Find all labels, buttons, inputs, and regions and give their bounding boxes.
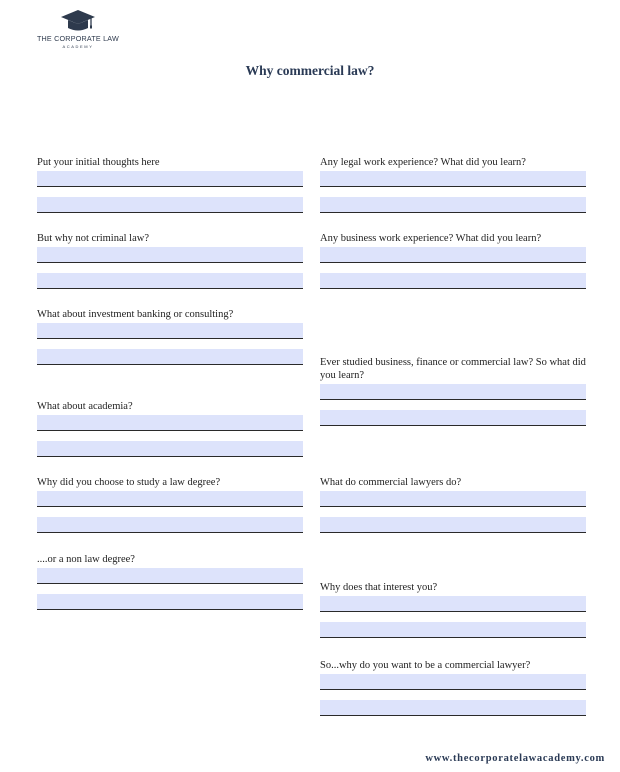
answer-field[interactable]: [37, 594, 303, 610]
question-block: [37, 308, 303, 365]
question-label: What about academia?: [37, 401, 133, 412]
answer-field[interactable]: [320, 674, 586, 690]
footer-website: www.thecorporatelawacademy.com: [425, 753, 605, 764]
question-block: [320, 476, 586, 533]
logo-name: THE CORPORATE LAW: [36, 34, 120, 43]
question-label: Why does that interest you?: [320, 582, 438, 593]
logo: [28, 9, 128, 49]
question-block: [320, 156, 586, 213]
answer-field[interactable]: [37, 415, 303, 431]
answer-field[interactable]: [37, 247, 303, 263]
graduation-cap-icon: [60, 9, 96, 33]
answer-field[interactable]: [320, 247, 586, 263]
question-label: Put your initial thoughts here: [37, 157, 160, 168]
answer-field[interactable]: [37, 491, 303, 507]
answer-field[interactable]: [320, 622, 586, 638]
question-label: Any business work experience? What did you learn?: [320, 233, 542, 244]
answer-field[interactable]: [320, 273, 586, 289]
question-block: [320, 356, 586, 426]
question-block: [37, 400, 303, 457]
question-label: Ever studied business, finance or commercial law? So what did you learn?: [320, 357, 586, 381]
answer-field[interactable]: [320, 700, 586, 716]
page-title: Why commercial law?: [245, 63, 375, 78]
answer-field[interactable]: [37, 441, 303, 457]
answer-field[interactable]: [37, 517, 303, 533]
logo-subtitle: ACADEMY: [62, 44, 94, 49]
question-label: Any legal work experience? What did you learn?: [320, 157, 526, 168]
answer-field[interactable]: [37, 323, 303, 339]
answer-field[interactable]: [37, 349, 303, 365]
answer-field[interactable]: [320, 197, 586, 213]
question-block: [320, 232, 586, 289]
answer-field[interactable]: [320, 384, 586, 400]
question-block: [37, 232, 303, 289]
answer-field[interactable]: [320, 517, 586, 533]
answer-field[interactable]: [320, 410, 586, 426]
answer-field[interactable]: [320, 596, 586, 612]
answer-field[interactable]: [37, 197, 303, 213]
question-label: What about investment banking or consulting?: [37, 309, 234, 320]
answer-field[interactable]: [320, 171, 586, 187]
answer-field[interactable]: [37, 568, 303, 584]
answer-field[interactable]: [37, 171, 303, 187]
question-label: But why not criminal law?: [37, 233, 149, 244]
question-block: [37, 476, 303, 533]
question-label: Why did you choose to study a law degree?: [37, 477, 221, 488]
question-block: [37, 156, 303, 213]
question-label: ....or a non law degree?: [37, 554, 135, 565]
question-block: [320, 659, 586, 716]
answer-field[interactable]: [320, 491, 586, 507]
question-block: [320, 581, 586, 638]
answer-field[interactable]: [37, 273, 303, 289]
question-label: What do commercial lawyers do?: [320, 477, 462, 488]
question-block: [37, 553, 303, 610]
question-label: So...why do you want to be a commercial lawyer?: [320, 660, 531, 671]
